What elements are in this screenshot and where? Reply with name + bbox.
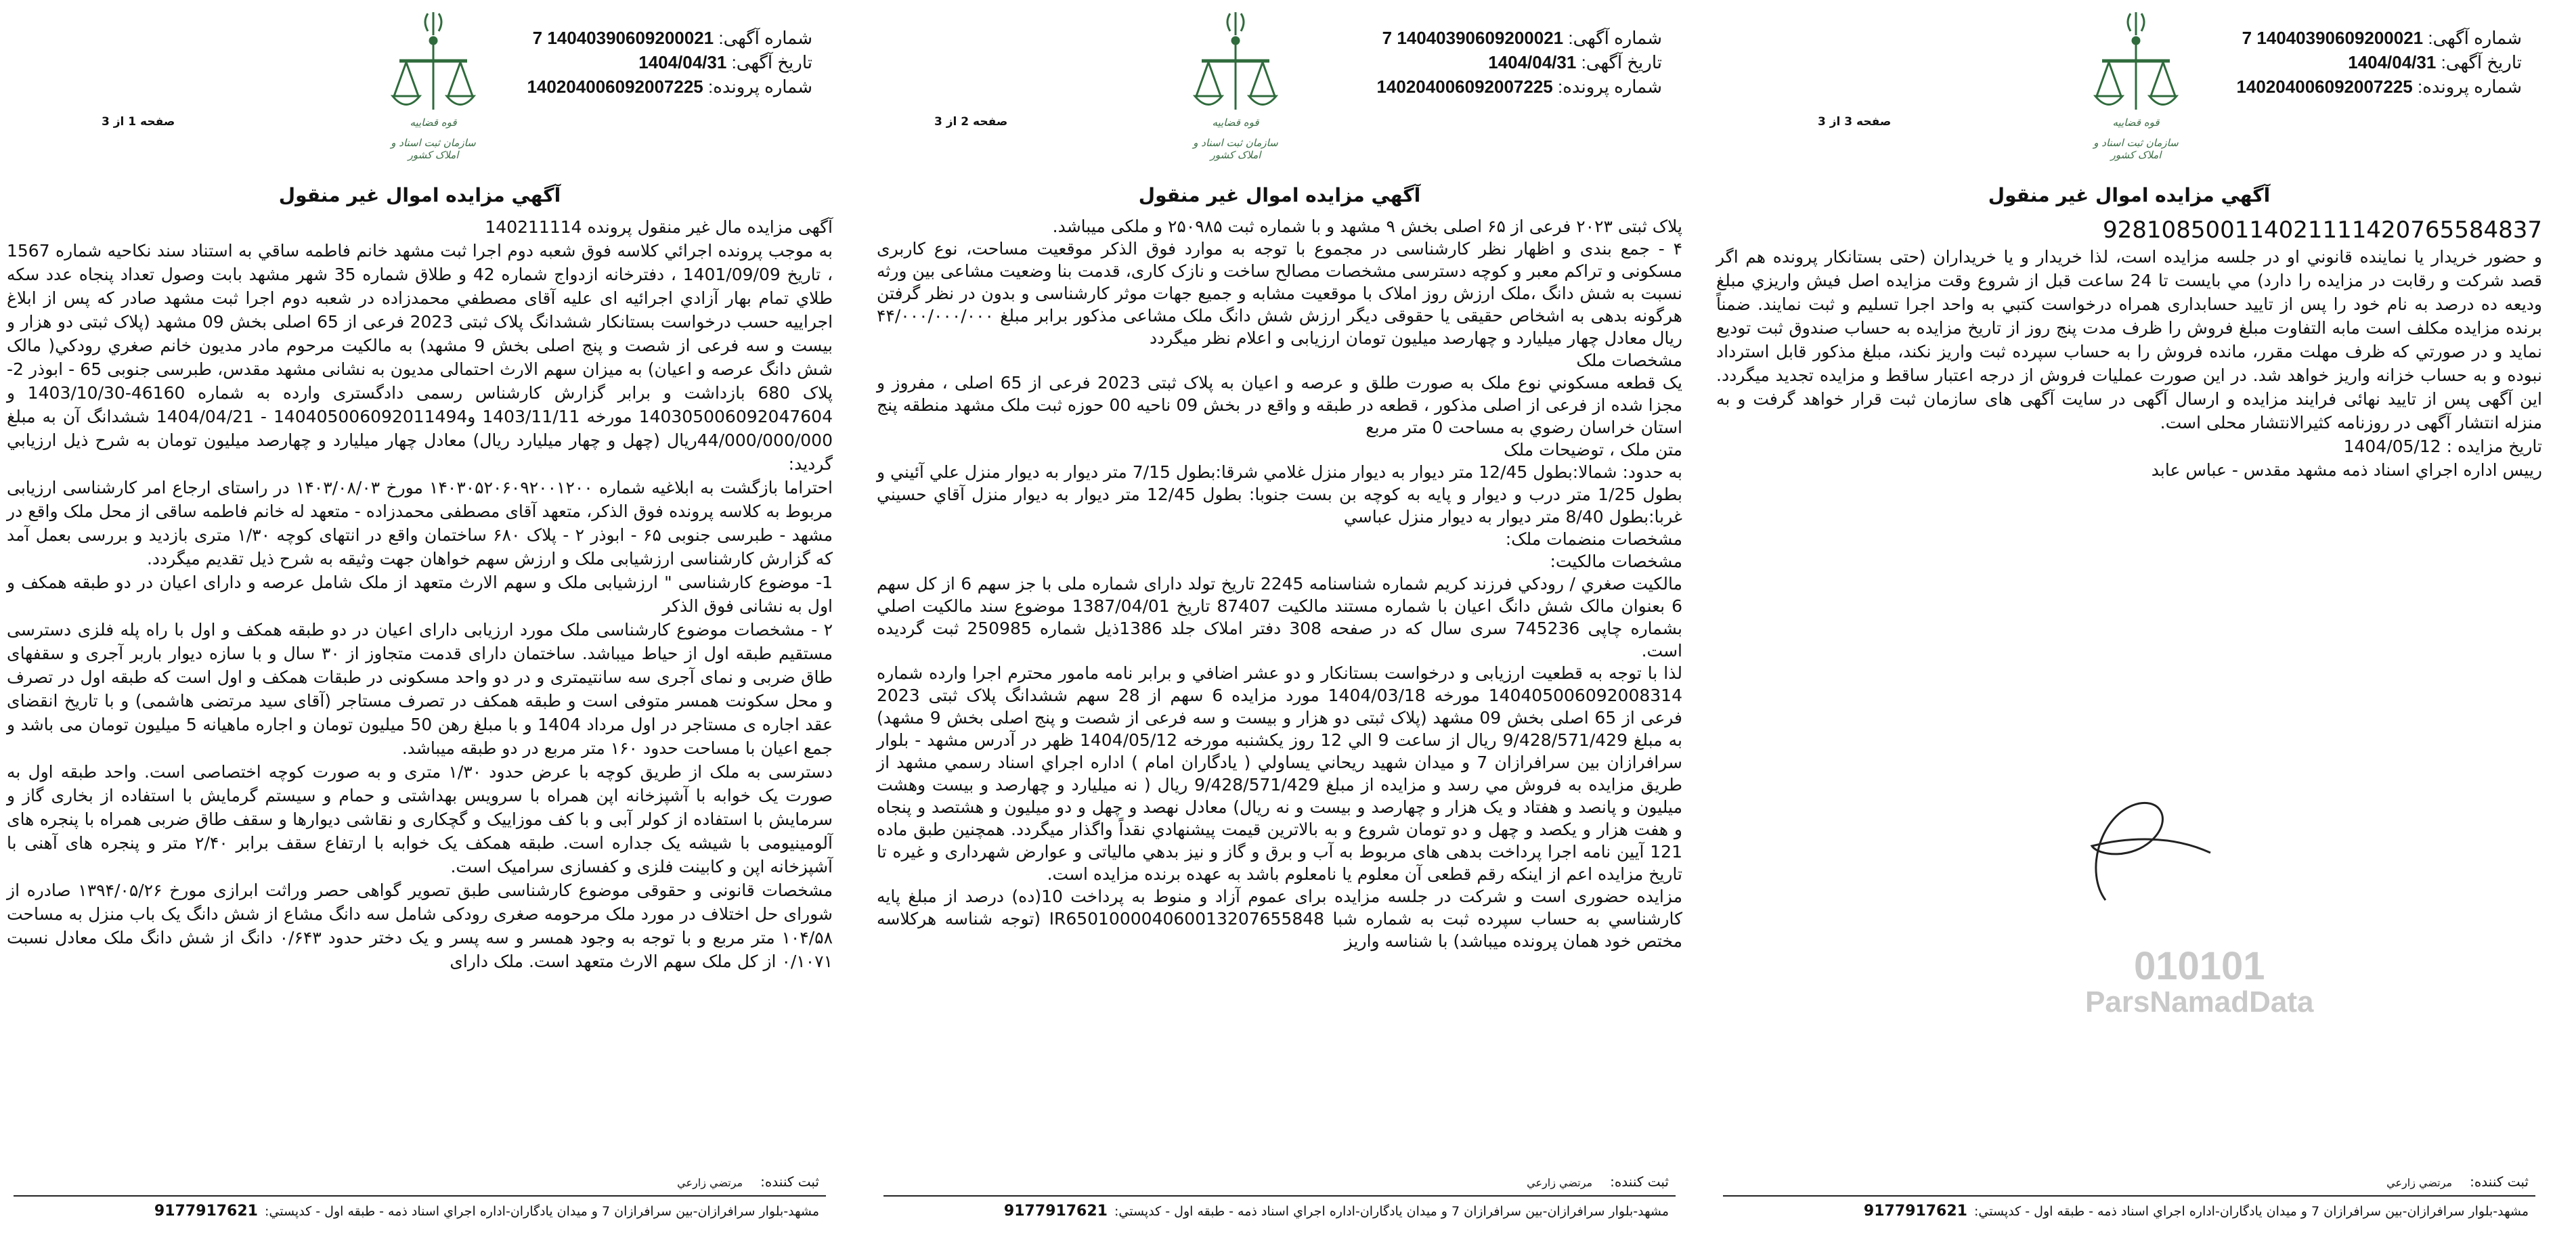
file-number-label: شماره پرونده: bbox=[2417, 76, 2522, 97]
paragraph: ۴ - جمع بندی و اظهار نظر کارشناسی در مجموع با توجه به موارد فوق الذکر موقعيت مساحت، نوع کاربری مسکونی و تراکم معبر و کوچه دسترسی مشخصات مصالح ساخت و نازک کاری، قدمت بنا وضعيت مشاعی بين ورثه نسبت به شش دانگ ،ملک ارزش روز املاک با موقعيت مشابه و جميع جهات موثر کارشناسی و بدون در نظر گرفتن هرگونه بدهی به اشخاص حقيقی يا حقوقی ديگر ارزش شش دانگ ملک مشاعی مذکور برابر مبلغ ۴۴/۰۰۰/۰۰۰/۰۰۰ ريال معادل چهار ميليارد و چهارصد ميليون تومان ارزيابی و اعلام نظر ميگردد bbox=[877, 239, 1682, 348]
paragraph: متن ملک ، توضيحات ملک bbox=[1504, 440, 1682, 460]
footer-divider bbox=[14, 1195, 826, 1197]
notice-number-value: 14040390609200021 7 bbox=[1382, 28, 1564, 48]
document-title: آگهي مزايده اموال غير منقول bbox=[278, 184, 561, 206]
notice-header bbox=[2236, 26, 2522, 99]
paragraph: آگهی مزایده مال غیر منقول پرونده 140211114 bbox=[485, 217, 833, 237]
notice-number bbox=[2236, 26, 2522, 50]
registrar-label: ثبت کننده: bbox=[760, 1174, 819, 1190]
document-title: آگهي مزايده اموال غير منقول bbox=[1138, 184, 1421, 206]
paragraph: دسترسی به ملک از طريق کوچه با عرض حدود ۱/۳۰ متری و به صورت کوچه اختصاصی است. واحد طبقه اول به صورت يک خوابه با آشپزخانه اپن همراه با سرويس بهداشتی و حمام و سيستم گرمايش با استفاده از بخاری گاز و سرمايش با استفاده از کولر آبی و با کف موزاييک و گچکاری و نقاشی ديوارها و سقف طاق ضربی همراه با پنجره های آلومينيومی با شيشه يک جداره است. طبقه همکف يک خوابه با ارتفاع سقف برابر ۲/۴۰ متر و پنجره های آهنی با آشپزخانه اپن و کابينت فلزی و کفسازی سراميک است. bbox=[7, 762, 833, 876]
notice-body bbox=[877, 215, 1682, 952]
judiciary-logo bbox=[2089, 8, 2183, 164]
notice-number bbox=[1376, 26, 1662, 50]
paragraph: 1- موضوع کارشناسی " ارزشيابی ملک و سهم الارث متعهد از ملک شامل عرصه و دارای اعيان در دو طبقه همکف و اول به نشانی فوق الذکر bbox=[7, 573, 833, 616]
watermark-brand: ParsNamadData bbox=[2085, 985, 2314, 1019]
paragraph: تاريخ مزايده : 1404/05/12 bbox=[2343, 437, 2542, 456]
registrar-name: مرتضي زارعي bbox=[1527, 1176, 1593, 1189]
paragraph: ۲ - مشخصات موضوع کارشناسی ملک مورد ارزيابی دارای اعيان در دو طبقه همکف و اول با راه پله فلزی دسترسی مستقيم طبقه اول از حياط ميباشد. ساختمان دارای قدمت متجاوز از ۳۰ سال و با سازه ديوار باربر آجری و سقفهای طاق ضربی و نمای آجری سه سانتيمتری و در دو واحد مسکونی در طبقات همکف و اول است که طبقه اول در تصرف و محل سکونت همسر متوفی است و طبقه همکف در تصرف مستاجر (آقای سيد مرتضی هاشمی) و با تاريخ انقضای عقد اجاره ی مستاجر در اول مرداد 1404 و با مبلغ رهن 50 ميليون تومان و اجاره ماهيانه 5 ميليون تومان می باشد و جمع اعيان با مساحت حدود ۱۶۰ متر مربع در دو طبقه ميباشد. bbox=[7, 620, 833, 758]
notice-date bbox=[2236, 50, 2522, 74]
notice-date-value: 1404/04/31 bbox=[1488, 52, 1577, 72]
registrar-name: مرتضي زارعي bbox=[2386, 1176, 2453, 1189]
logo-text: سازمان ثبت اسناد و املاک کشور bbox=[391, 137, 476, 161]
notice-body bbox=[7, 215, 833, 973]
paragraph: لذا با توجه به قطعيت ارزيابی و درخواست بستانكار و دو عشر اضافي و برابر نامه مامور محترم اجرا وارده شماره 140405006092008314 مورخه 1404/03/18 مورد مزايده 6 سهم از 28 سهم ششدانگ پلاک ثبتی 2023 فرعی از 65 اصلی بخش 09 مشهد (پلاک ثبتی دو هزار و بيست و سه فرعی از شصت و پنج اصلی بخش 9 مشهد) به مبلغ 9/428/571/429 ريال از ساعت 9 الي 12 روز يكشنبه مورخه 1404/05/12 ظهر در آدرس مشهد - بلوار سرافرازان بين سرافرازان 7 و ميدان شهيد ريحاني يساولي ( يادگاران امام ) اداره اجراي اسناد رسمي مشهد از طريق مزايده به فروش مي رسد و مزايده از مبلغ 9/428/571/429 ريال ( نه ميليارد و چهارصد و بيست وهشت ميليون و پانصد و هفتاد و يک هزار و چهارصد و بيست و نه ريال) معادل نهصد و چهل و دو ميليون و هشتصد و پنجاه و هفت هزار و يکصد و چهل و دو تومان شروع و به بالاترين قيمت پيشنهادي نقداً واگذار ميگردد. همچنين طبق ماده 121 آيين نامه اجرا پرداخت بدهی های مربوط به آب و برق و گاز و نيز بدهي مالياتی و عوارض شهرداری و غيره تا تاريخ مزايده اعم از اينکه رقم قطعی آن معلوم يا نامعلوم باشد به عهده برنده مزايده است. bbox=[877, 663, 1683, 884]
logo-text: سازمان ثبت اسناد و املاک کشور bbox=[2093, 137, 2179, 161]
registrar-label: ثبت کننده: bbox=[1610, 1174, 1669, 1190]
footer-divider bbox=[883, 1195, 1676, 1197]
notice-date-value: 1404/04/31 bbox=[638, 52, 727, 72]
document-title: آگهي مزايده اموال غير منقول bbox=[1988, 184, 2271, 206]
notice-date-label: تاریخ آگهی: bbox=[1581, 52, 1662, 72]
page-footer bbox=[870, 1159, 1689, 1248]
registrar-label: ثبت کننده: bbox=[2470, 1174, 2529, 1190]
registrar bbox=[1723, 1172, 2535, 1193]
postal-code: 9177917621 bbox=[1003, 1203, 1108, 1220]
notice-number-label: شماره آگهی: bbox=[2428, 28, 2522, 48]
page-2 bbox=[870, 0, 1689, 1248]
logo-text: قوه قضاییه bbox=[1212, 116, 1259, 129]
paragraph: مشخصات ملک bbox=[1576, 351, 1682, 370]
address-text: مشهد-بلوار سرافرازان-بين سرافرازان 7 و ميدان يادگاران-اداره اجراي اسناد ذمه - طبقه اول - کدپستي: bbox=[264, 1204, 819, 1219]
file-number-label: شماره پرونده: bbox=[707, 76, 812, 97]
paragraph: و حضور خريدار يا نماينده قانوني او در جلسه مزايده است، لذا خريدار و يا خريداران (حتی بستانکار پرونده هم اگر قصد شرکت و رقابت در مزايده را دارد) مي بايست تا 24 ساعت قبل از شروع وقت مزايده اصل فيش واريزي مبلغ وديعه ده درصد به نام خود را پس از تاييد حسابداری همراه درخواست کتبي به واحد اجرا تسليم و ثبت نمايند. ضمناً برنده مزايده مکلف است مابه التفاوت مبلغ فروش را ظرف مدت پنج روز از تاريخ مزايده به حساب صندوق ثبت توديع نمايد و در صورتي که ظرف مهلت مقرر، مانده فروش را به حساب سپرده ثبت واريز نکند، مبلغ مذکور قابل استرداد نبوده و به حساب خزانه واريز خواهد شد. در اين صورت عمليات فروش از درجه اعتبار ساقط و مزايده تجديد ميگردد. اين آگهی پس از تاييد نهائی فرايند مزايده و ارسال آگهی در سايت آگهی های سازمان ثبت قرار خواهد گرفت و به منزله انتشار آگهی در روزنامه کثيرالانتشار محلی است. bbox=[1716, 247, 2542, 432]
address-text: مشهد-بلوار سرافرازان-بين سرافرازان 7 و ميدان يادگاران-اداره اجراي اسناد ذمه - طبقه اول - کدپستي: bbox=[1973, 1204, 2529, 1219]
paragraph: يک قطعه مسکوني نوع ملک به صورت طلق و عرصه و اعيان به پلاک ثبتی 2023 فرعی از 65 اصلی ، مفروز و مجزا شده از فرعی از اصلی مذکور ، قطعه در طبقه و واقع در بخش 09 ناحيه 00 حوزه ثبت ملک مشهد منطقه پنج استان خراسان رضوي به مساحت 0 متر مربع bbox=[877, 373, 1683, 437]
logo-text: قوه قضاییه bbox=[410, 116, 457, 129]
page-number: صفحه 3 از 3 bbox=[1818, 115, 1892, 129]
notice-date bbox=[1376, 50, 1662, 74]
paragraph: پلاک ثبتی ۲۰۲۳ فرعی از ۶۵ اصلی بخش ۹ مشهد و با شماره ثبت ۲۵۰۹۸۵ و ملکی ميباشد. bbox=[1052, 217, 1682, 236]
notice-number-label: شماره آگهی: bbox=[1568, 28, 1662, 48]
paragraph: 928108500114021111420765584837 bbox=[2103, 217, 2542, 244]
file-number-value: 140204006092007225 bbox=[527, 76, 703, 97]
notice-date-label: تاریخ آگهی: bbox=[731, 52, 812, 72]
paragraph: مالکيت صغري / رودکي فرزند کريم شماره شناسنامه 2245 تاريخ تولد دارای شماره ملی با جز سهم 6 از کل سهم 6 بعنوان مالک شش دانگ اعيان با شماره مستند مالکيت 87407 تاريخ 1387/04/01 موضوع سند مالکيت اصلي بشماره چاپی 745236 سری سال که در صفحه 308 دفتر املاک جلد 1386ذيل شماره 250985 ثبت گرديده است. bbox=[877, 574, 1682, 661]
file-number bbox=[1376, 74, 1662, 99]
paragraph: به حدود: شمالا:بطول 12/45 متر ديوار به ديوار منزل غلامي شرقا:بطول 7/15 متر ديوار به ديوار منزل علي آئيني و بطول 1/25 متر درب و ديوار و پايه به کوچه بن بست جنوبا: بطول 12/45 متر ديوار به ديوار منزل آقاي حسيني غربا:بطول 8/40 متر ديوار به ديوار منزل عباسي bbox=[877, 462, 1682, 527]
paragraph: مشخصات قانونی و حقوقی موضوع کارشناسی طبق تصوير گواهی حصر وراثت ابرازی مورخ ۱۳۹۴/۰۵/۲۶ صادره از شورای حل اختلاف در مورد ملک مرحومه صغری رودکی شامل سه دانگ مشاع از شش دانگ يک باب منزل به مساحت ۱۰۴/۵۸ متر مربع و با توجه به وجود همسر و سه پسر و يک دختر حدود ۰/۶۴۳ دانگ از شش دانگ ملک معادل نسبت ۰/۱۰۷۱ از کل ملک سهم الارث متعهد است. ملک دارای bbox=[7, 881, 833, 971]
footer-address bbox=[14, 1202, 826, 1221]
notice-header bbox=[527, 26, 812, 99]
notice-number-value: 14040390609200021 7 bbox=[2242, 28, 2424, 48]
page-footer bbox=[0, 1159, 839, 1248]
footer-address bbox=[1723, 1202, 2535, 1221]
notice-number-value: 14040390609200021 7 bbox=[532, 28, 714, 48]
paragraph: رييس اداره اجراي اسناد ذمه مشهد مقدس - عباس عابد bbox=[2151, 460, 2542, 480]
footer-divider bbox=[1723, 1195, 2535, 1197]
file-number-value: 140204006092007225 bbox=[1376, 76, 1553, 97]
file-number bbox=[527, 74, 812, 99]
paragraph: احتراما بازگشت به ابلاغيه شماره ۱۴۰۳۰۵۲۰۶۰۹۲۰۰۱۲۰۰ مورخ ۱۴۰۳/۰۸/۰۳ در راستای ارجاع امر کارشناسی ارزيابی مربوط به كلاسه پرونده فوق الذكر، متعهد آقای مصطفی محمدزاده - متعهد له خانم فاطمه ساقی از محل ملک واقع در مشهد - طبرسی جنوبی ۶۵ - ابوذر ۲ - پلاک ۶۸۰ ساختمان واقع در انتهای کوچه ۱/۳۰ متری بازديد و بررسی بعمل آمد که گزارش کارشناسی ارزشيابی ملک و ارزش سهم خواهان جهت وثيقه به شرح ذيل تقديم ميگردد. bbox=[7, 478, 833, 569]
footer-address bbox=[883, 1202, 1676, 1221]
registrar bbox=[14, 1172, 826, 1193]
notice-date bbox=[527, 50, 812, 74]
notice-date-value: 1404/04/31 bbox=[2348, 52, 2437, 72]
postal-code: 9177917621 bbox=[154, 1203, 258, 1220]
signature bbox=[2058, 792, 2221, 907]
file-number-value: 140204006092007225 bbox=[2236, 76, 2413, 97]
postal-code: 9177917621 bbox=[1863, 1203, 1967, 1220]
notice-body bbox=[1716, 215, 2542, 482]
paragraph: مزايده حضوری است و شرکت در جلسه مزايده برای عموم آزاد و منوط به پرداخت 10(ده) درصد از مبلغ پايه کارشناسي به حساب سپرده ثبت به شماره شبا IR650100004060013207655848 (توجه شناسه هرکلاسه مختص خود همان پرونده ميباشد) با شناسه واريز bbox=[877, 887, 1682, 951]
paragraph: مشخصات منضمات ملک: bbox=[1505, 529, 1682, 549]
judiciary-logo bbox=[1188, 8, 1283, 164]
notice-date-label: تاریخ آگهی: bbox=[2441, 52, 2522, 72]
logo-text: سازمان ثبت اسناد و املاک کشور bbox=[1193, 137, 1278, 161]
registrar-name: مرتضي زارعي bbox=[677, 1176, 743, 1189]
paragraph: به موجب پرونده اجرائي كلاسه فوق شعبه دوم اجرا ثبت مشهد خانم فاطمه ساقي به استناد سند نكاحيه شماره 1567 ، تاريخ 1401/09/09 ، دفترخانه ازدواج شماره 42 و طلاق شماره 35 شهر مشهد بابت وصول تعداد پنجاه عدد سكه طلاي تمام بهار آزادي اجرائيه ای عليه آقای مصطفي محمدزاده در شعبه دوم اجرا ثبت مشهد صادر كه پس از ابلاغ اجرایيه حسب درخواست بستانكار ششدانگ پلاک ثبتی 2023 فرعی از 65 اصلی بخش 09 مشهد (پلاک ثبتی دو هزار و بيست و سه فرعی از شصت و پنج اصلی بخش 9 مشهد) به مالكيت مرحوم مادر مديون خانم صغري رودكي( مالک شش دانگ عرصه و اعيان) به ميزان سهم الارث احتمالی مديون به نشانی مشهد مقدس، طبرسی جنوبی 65 - ابوذر 2- پلاک 680 بازداشت و برابر گزارش كارشناس رسمی دادگستری وارده به شماره 46160-1403/10/30 و 140305006092047604 مورخه 1403/11/11 و140405006092011494 - 1404/04/21 ششدانگ آن به مبلغ 44/000/000/000ريال (چهل و چهار ميليارد ريال) معادل چهار ميليارد و چهارصد ميليون تومان به شرح ذيل ارزيابي گرديد: bbox=[7, 241, 833, 474]
page-footer bbox=[1709, 1159, 2549, 1248]
watermark-code: 010101 bbox=[2133, 944, 2265, 988]
notice-number bbox=[527, 26, 812, 50]
page-1 bbox=[0, 0, 839, 1248]
notice-number-label: شماره آگهی: bbox=[718, 28, 812, 48]
paragraph: مشخصات مالکيت: bbox=[1550, 552, 1682, 571]
logo-text: قوه قضاییه bbox=[2112, 116, 2160, 129]
file-number-label: شماره پرونده: bbox=[1557, 76, 1662, 97]
notice-header bbox=[1376, 26, 1662, 99]
page-3 bbox=[1709, 0, 2549, 1248]
file-number bbox=[2236, 74, 2522, 99]
judiciary-logo bbox=[386, 8, 481, 164]
page-number: صفحه 1 از 3 bbox=[102, 115, 175, 129]
page-number: صفحه 2 از 3 bbox=[934, 115, 1008, 129]
registrar bbox=[883, 1172, 1676, 1193]
address-text: مشهد-بلوار سرافرازان-بين سرافرازان 7 و ميدان يادگاران-اداره اجراي اسناد ذمه - طبقه اول - کدپستي: bbox=[1114, 1204, 1669, 1219]
